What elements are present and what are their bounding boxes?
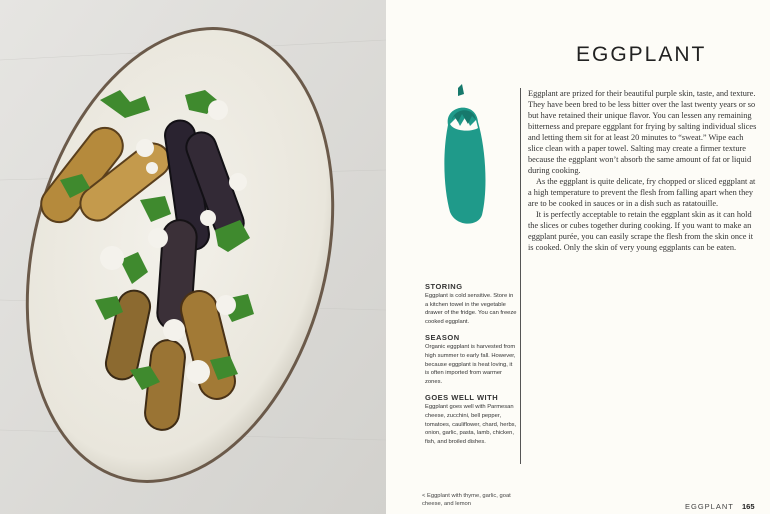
sidebar-text-storing: Eggplant is cold sensitive. Store in a kitchen towel in the vegetable drawer of the fridge. You can freeze cooked eggplant. bbox=[425, 293, 517, 325]
paragraph: Eggplant are prized for their beautiful purple skin, taste, and texture. They have been bred to be less bitter over the last twenty years or so but have retained their unique flavor. You can lessen any remaining bitterness and prepare eggplant for frying by salting individual slices and letting them sit for at least 20 minutes to “sweat.” Wipe each slice clean with a paper towel. Salting may create a firmer texture because the eggplant won’t absorb the same amount of fat or liquid during cooking. bbox=[528, 89, 757, 175]
body-text bbox=[528, 88, 760, 253]
paragraph: It is perfectly acceptable to retain the eggplant skin as it can hold the slices or cubes together during cooking. If you want to make an eggplant purée, you can easily scrape the flesh from the skin once it is cooked. Only the skin of very young eggplants can be eaten. bbox=[528, 210, 754, 252]
sidebar-text-goes-well-with: Eggplant goes well with Parmesan cheese, zucchini, bell pepper, tomatoes, cauliflower, chard, herbs, onion, garlic, pasta, lamb, chicken, fish, and broiled dishes. bbox=[425, 404, 517, 445]
running-footer-title: EGGPLANT bbox=[685, 502, 734, 511]
paragraph: As the eggplant is quite delicate, fry chopped or sliced eggplant at a high temperature to prevent the flesh from falling apart when they are to be cooked in sauces or in a dish such as ratatouille. bbox=[528, 177, 756, 208]
sidebar-text-season: Organic eggplant is harvested from high summer to early fall. However, because eggplant is heat loving, it is often imported from warmer zones. bbox=[425, 344, 516, 385]
page-title: EGGPLANT bbox=[576, 43, 707, 66]
photo-caption: < Eggplant with thyme, garlic, goat cheese, and lemon bbox=[422, 493, 511, 507]
eggplant-icon bbox=[436, 80, 496, 230]
sidebar-heading-goes-well-with: GOES WELL WITH bbox=[425, 393, 499, 403]
right-page bbox=[386, 0, 770, 514]
column-divider bbox=[520, 88, 521, 464]
sidebar-heading-storing: STORING bbox=[425, 282, 463, 291]
page-number: 165 bbox=[742, 502, 755, 511]
sidebar-heading-season: SEASON bbox=[425, 333, 460, 343]
sidebar bbox=[425, 282, 517, 453]
